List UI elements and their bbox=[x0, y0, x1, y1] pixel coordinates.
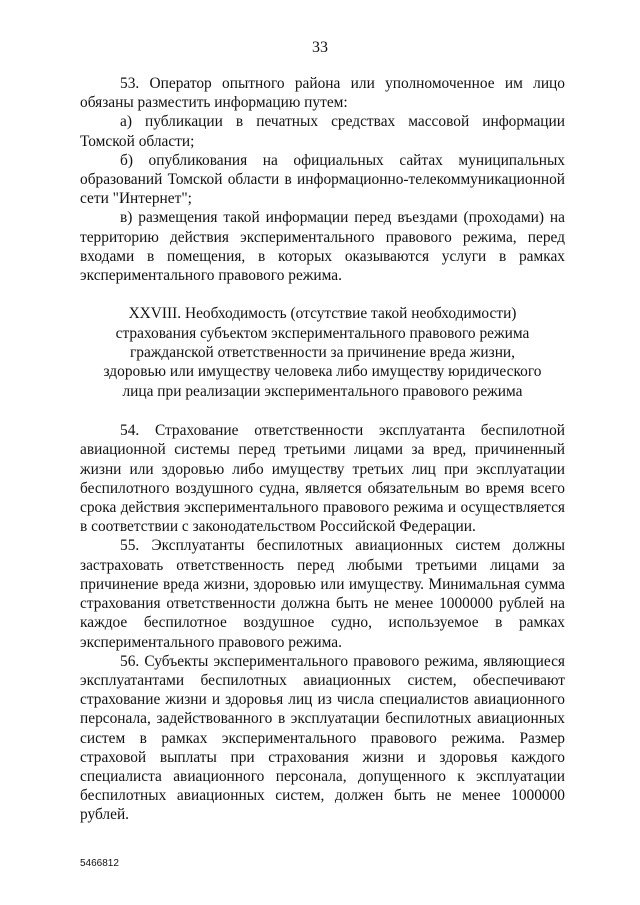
heading-line: здоровью или имуществу человека либо имуществу юридического bbox=[103, 363, 542, 381]
document-body bbox=[80, 74, 565, 825]
paragraph-55: 55. Эксплуатанты беспилотных авиационных систем должны застраховать ответственность перед любыми третьими лицами за причинение вреда жизни, здоровью или имуществу. Минимальная сумма страхования ответственности должна быть не менее 1000000 рублей на каждое беспилотное воздушное судно, используемое в рамках экспериментального правового режима. bbox=[80, 537, 565, 651]
paragraph-54: 54. Страхование ответственности эксплуатанта беспилотной авиационной системы перед третьими лицами за вред, причиненный жизни или здоровью либо имуществу третьих лиц при эксплуатации беспилотного воздушного судна, является обязательным во время всего срока действия экспериментального правового режима и осуществляется в соответствии с законодательством Российской Федерации. bbox=[80, 422, 565, 536]
paragraph-53: 53. Оператор опытного района или уполномоченное им лицо обязаны разместить информацию путем: bbox=[80, 75, 565, 112]
paragraph-53-item-b: б) опубликования на официальных сайтах муниципальных образований Томской области в информационно-телекоммуникационной сети "Интернет"; bbox=[80, 151, 565, 208]
section-heading-xxviii bbox=[80, 285, 565, 421]
heading-line: XXVIII. Необходимость (отсутствие такой необходимости) bbox=[128, 305, 517, 323]
page-number: 33 bbox=[312, 39, 328, 56]
paragraph-53-item-c: в) размещения такой информации перед въездами (проходами) на территорию действия экспериментального правового режима, перед входами в помещения, в которых оказываются услуги в рамках экспериментального правового режима. bbox=[80, 209, 565, 285]
document-code: 5466812 bbox=[80, 858, 119, 869]
heading-line: страхования субъектом экспериментального правового режима bbox=[115, 324, 530, 342]
paragraph-56: 56. Субъекты экспериментального правового режима, являющиеся эксплуатантами беспилотных авиационных систем, обеспечивают страхование жизни и здоровья лиц из числа специалистов авиационного персонала, задействованного в эксплуатации беспилотных авиационных систем в рамках экспериментального правового режима. Размер страховой выплаты при страхования жизни и здоровья каждого специалиста авиационного персонала, допущенного к эксплуатации беспилотных авиационных систем, должен быть не менее 1000000 рублей. bbox=[80, 652, 565, 824]
paragraph-53-item-a: а) публикации в печатных средствах массовой информации Томской области; bbox=[80, 113, 565, 150]
heading-line: лица при реализации экспериментального правового режима bbox=[122, 382, 523, 400]
heading-line: гражданской ответственности за причинение вреда жизни, bbox=[129, 344, 516, 362]
